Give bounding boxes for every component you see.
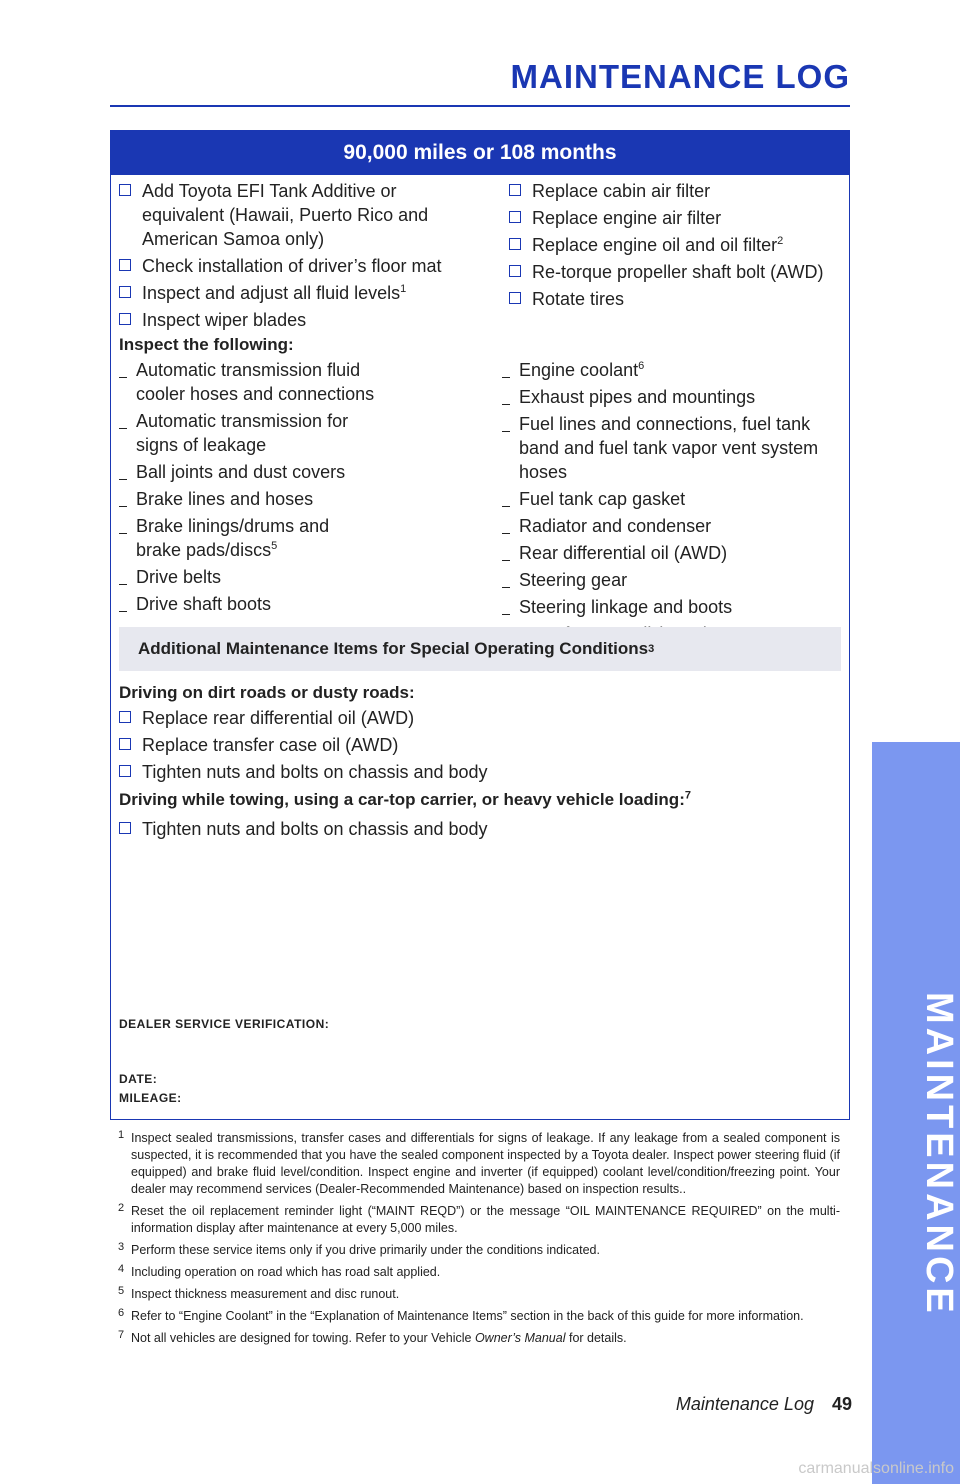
footnote: 7 Not all vehicles are designed for towing. Refer to your Vehicle Owner’s Manual for details. bbox=[118, 1329, 627, 1345]
list-item: Steering gear bbox=[502, 568, 842, 592]
checkbox[interactable] bbox=[119, 822, 131, 834]
checkbox[interactable] bbox=[119, 184, 131, 196]
footer-section-name: Maintenance Log bbox=[675, 1394, 814, 1414]
mileage-label: MILEAGE: bbox=[119, 1091, 182, 1105]
check-item: Replace cabin air filter bbox=[509, 179, 839, 203]
checkbox[interactable] bbox=[119, 259, 131, 271]
towing-heading: Driving while towing, using a car-top carrier, or heavy vehicle loading:$^7$ bbox=[119, 789, 691, 809]
special-conditions-band: Additional Maintenance Items for Special Operating Conditions 3 bbox=[119, 627, 841, 671]
checkbox[interactable] bbox=[509, 265, 521, 277]
footnote-ref: 7 bbox=[684, 789, 691, 802]
list-item: Fuel lines and connections, fuel tank band and fuel tank vapor vent system hoses bbox=[502, 412, 842, 484]
check-item: Tighten nuts and bolts on chassis and body bbox=[119, 817, 819, 841]
check-item: Replace rear differential oil (AWD) bbox=[119, 706, 819, 730]
check-item: Replace transfer case oil (AWD) bbox=[119, 733, 819, 757]
maintenance-interval-box bbox=[110, 130, 850, 1120]
inspect-heading: Inspect the following: bbox=[119, 335, 294, 354]
inspect-list-right bbox=[502, 358, 842, 649]
check-item: Rotate tires bbox=[509, 287, 839, 311]
list-item: Brake linings/drums and brake pads/discs$^5$ bbox=[119, 514, 379, 562]
check-item: Replace engine air filter bbox=[509, 206, 839, 230]
list-item: Steering linkage and boots bbox=[502, 595, 842, 619]
footnote-ref: 1 bbox=[400, 283, 407, 295]
interval-header: 90,000 miles or 108 months bbox=[111, 131, 849, 175]
footnote: 1 Inspect sealed transmissions, transfer cases and differentials for signs of leakage. If any leakage from a sealed component is suspected, it is recommended that you have the sealed component inspected by a Toyota dealer. Inspect power steering fluid (if equipped) and brake fluid level/condition. Inspect engine and inverter (if equipped) coolant level/condition/freezing point. Your dealer may recommend services (Dealer-Recommended Maintenance) based on inspection results.. bbox=[118, 1129, 840, 1196]
checkbox[interactable] bbox=[119, 286, 131, 298]
checkbox[interactable] bbox=[509, 184, 521, 196]
page-title: MAINTENANCE LOG bbox=[510, 58, 850, 95]
footnote-ref: 6 bbox=[638, 360, 645, 372]
check-item: Add Toyota EFI Tank Additive or equivalent (Hawaii, Puerto Rico and American Samoa only) bbox=[119, 179, 459, 251]
footnote-ref: 2 bbox=[777, 235, 784, 247]
checkbox[interactable] bbox=[119, 765, 131, 777]
checkbox[interactable] bbox=[119, 711, 131, 723]
dirt-roads-heading: Driving on dirt roads or dusty roads: bbox=[119, 683, 415, 702]
list-item: Ball joints and dust covers bbox=[119, 460, 379, 484]
check-item: Inspect and adjust all fluid levels$^1$ bbox=[119, 281, 459, 305]
page-footer bbox=[676, 1394, 852, 1415]
list-item: Engine coolant$^6$ bbox=[502, 358, 842, 382]
date-label: DATE: bbox=[119, 1072, 158, 1086]
list-item: Automatic transmission for signs of leakage bbox=[119, 409, 379, 457]
check-item: Check installation of driver’s floor mat bbox=[119, 254, 459, 278]
list-item: Rear differential oil (AWD) bbox=[502, 541, 842, 565]
list-item: Automatic transmission fluid cooler hoses and connections bbox=[119, 358, 379, 406]
list-item: Drive shaft boots bbox=[119, 592, 379, 616]
list-item: Radiator and condenser bbox=[502, 514, 842, 538]
list-item: Drive belts bbox=[119, 565, 379, 589]
page-number: 49 bbox=[831, 1394, 852, 1414]
list-item: Fuel tank cap gasket bbox=[502, 487, 842, 511]
towing-list bbox=[119, 817, 819, 844]
list-item: Exhaust pipes and mountings bbox=[502, 385, 842, 409]
watermark: carmanualsonline.info bbox=[798, 1460, 954, 1477]
footnotes bbox=[118, 1129, 840, 1352]
list-item: Brake lines and hoses bbox=[119, 487, 379, 511]
check-item: Tighten nuts and bolts on chassis and body bbox=[119, 760, 819, 784]
footnote: 6 Refer to “Engine Coolant” in the “Explanation of Maintenance Items” section in the back of this guide for more information. bbox=[118, 1307, 804, 1323]
footnote: 2 Reset the oil replacement reminder light (“MAINT REQD”) or the message “OIL MAINTENANCE REQUIRED” on the multi-information display after maintenance at every 5,000 miles. bbox=[118, 1202, 840, 1235]
footnote: 3 Perform these service items only if you drive primarily under the conditions indicated. bbox=[118, 1241, 600, 1257]
checkbox[interactable] bbox=[509, 238, 521, 250]
checklist-right bbox=[509, 179, 839, 314]
checkbox[interactable] bbox=[509, 292, 521, 304]
footnote: 5 Inspect thickness measurement and disc runout. bbox=[118, 1285, 400, 1301]
special-conditions-heading: Additional Maintenance Items for Special Operating Conditions bbox=[138, 639, 649, 658]
inspect-list-left bbox=[119, 358, 379, 619]
checklist-left bbox=[119, 179, 459, 335]
check-item: Inspect wiper blades bbox=[119, 308, 459, 332]
side-tab-label: MAINTENANCE bbox=[918, 992, 960, 1317]
dirt-roads-list bbox=[119, 706, 819, 787]
checkbox[interactable] bbox=[509, 211, 521, 223]
check-item: Re-torque propeller shaft bolt (AWD) bbox=[509, 260, 839, 284]
section-side-tab bbox=[872, 742, 960, 1484]
check-item: Replace engine oil and oil filter$^2$ bbox=[509, 233, 839, 257]
checkbox[interactable] bbox=[119, 313, 131, 325]
dealer-verification-label: DEALER SERVICE VERIFICATION: bbox=[119, 1017, 330, 1031]
checkbox[interactable] bbox=[119, 738, 131, 750]
footnote: 4 Including operation on road which has road salt applied. bbox=[118, 1263, 441, 1279]
footnote-ref: 5 bbox=[271, 540, 278, 552]
title-divider bbox=[110, 105, 850, 107]
